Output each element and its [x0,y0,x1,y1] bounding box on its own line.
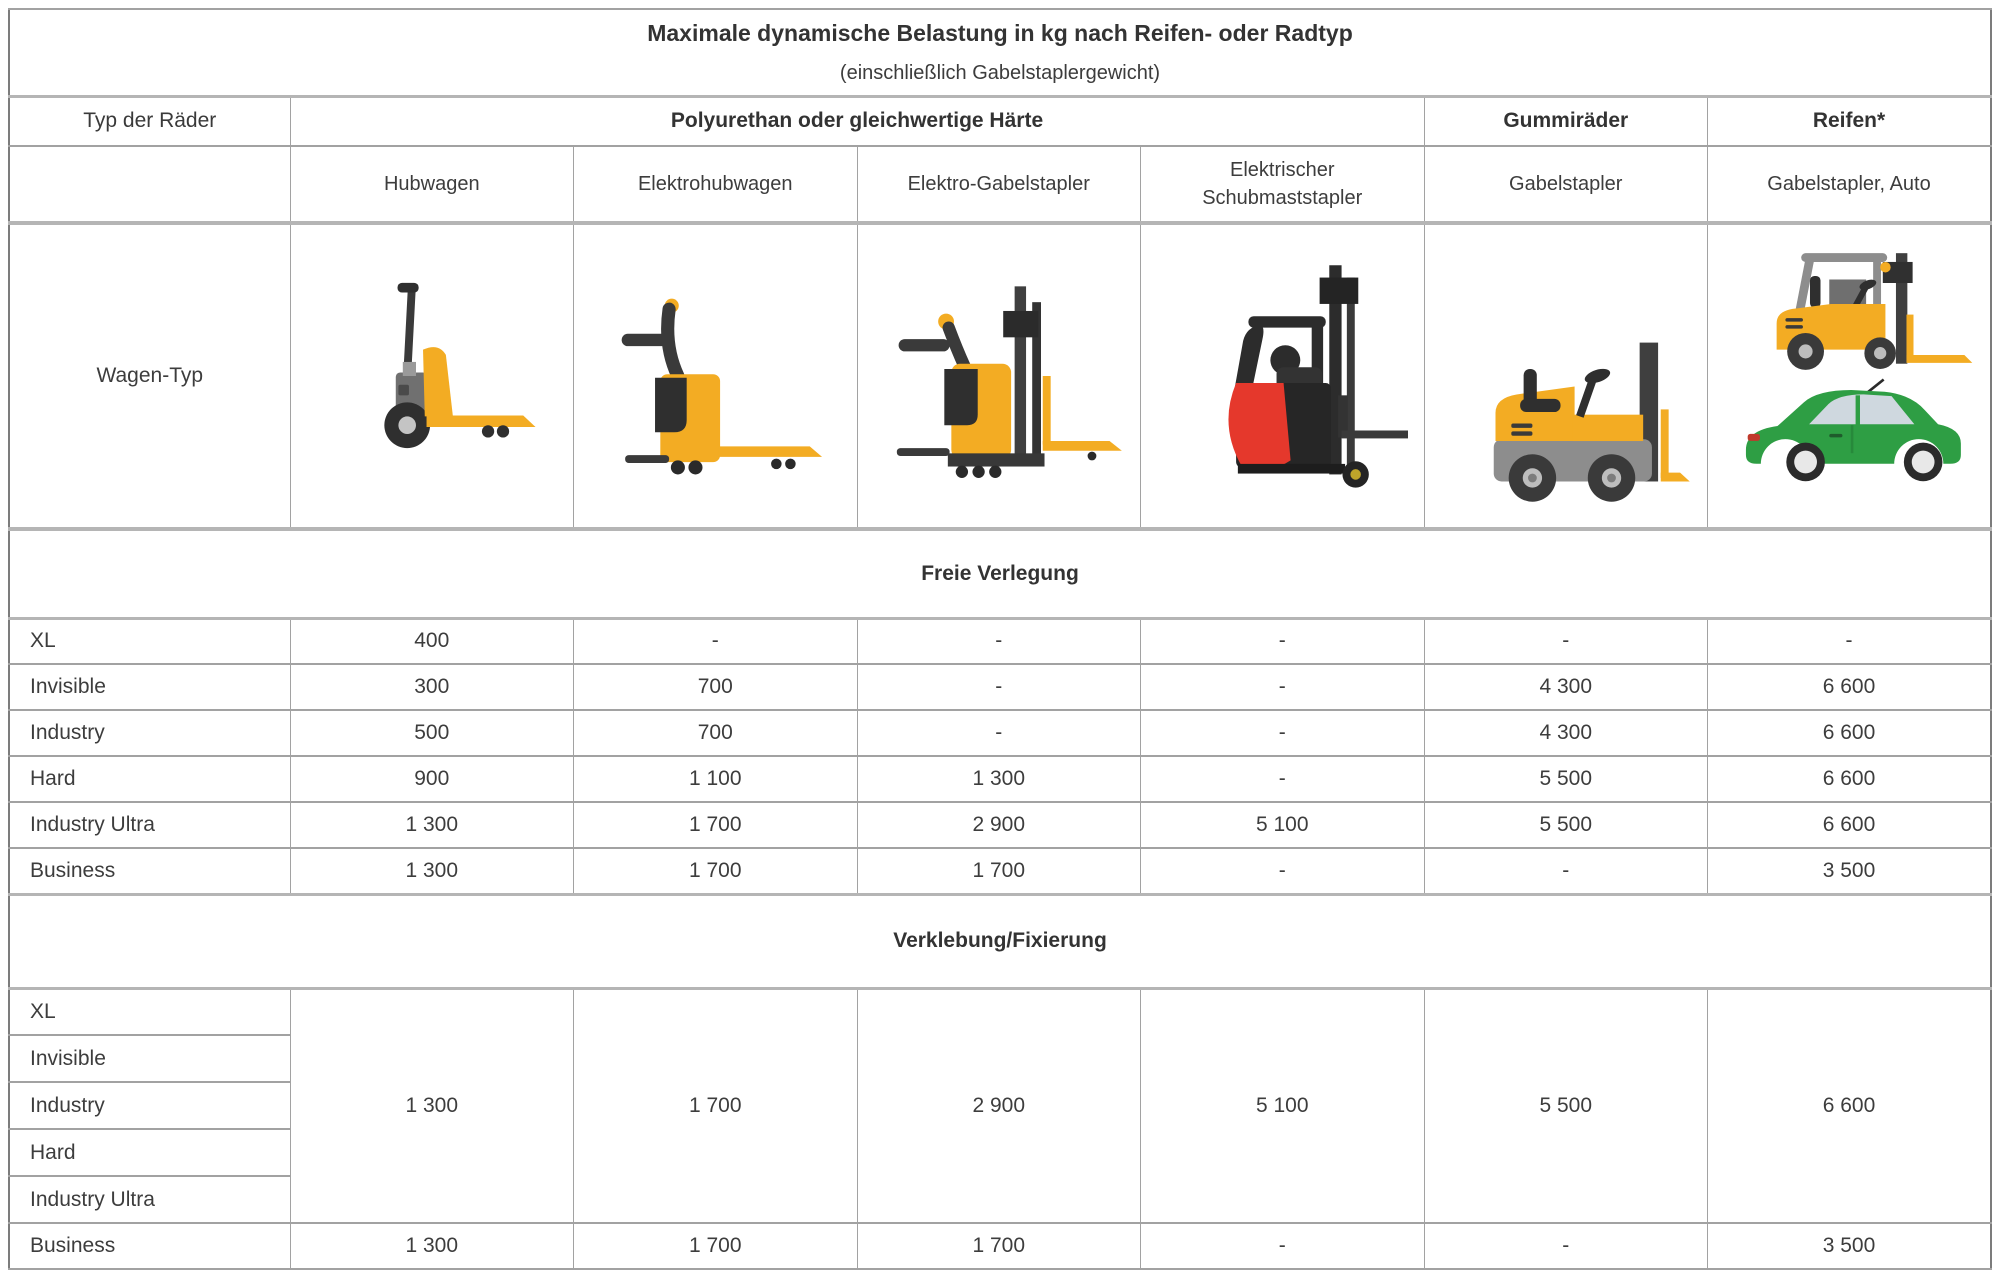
value-cell: - [1424,848,1708,894]
table-row [9,848,1991,894]
value-cell: 1 100 [574,756,858,802]
value-cell: 1 300 [290,802,574,848]
value-cell: - [857,618,1141,664]
title-row [9,9,1991,96]
value-cell: 2 900 [857,802,1141,848]
value-cell: - [1141,710,1425,756]
value-cell: 1 300 [857,756,1141,802]
rubber-wheels-header: Gummiräder [1424,96,1708,146]
value-cell: - [1141,756,1425,802]
load-capacity-table [8,8,1992,1270]
value-cell: - [1141,1223,1425,1269]
value-cell: - [1424,618,1708,664]
wagen-typ-label: Wagen-Typ [9,223,290,529]
section-header-freie-verlegung: Freie Verlegung [9,529,1991,618]
table-row [9,664,1991,710]
vehicle-image-cell [857,223,1141,529]
merged-value-cell: 6 600 [1708,988,1992,1223]
value-cell: 5 500 [1424,802,1708,848]
row-label: Industry Ultra [9,802,290,848]
value-cell: 5 500 [1424,756,1708,802]
value-cell: 3 500 [1708,848,1992,894]
reach-truck-icon [1157,232,1408,520]
row-label: Hard [9,1129,290,1176]
row-label: Industry [9,710,290,756]
vehicle-column-header: Elektrischer Schubmaststapler [1141,146,1425,223]
table-row [9,618,1991,664]
value-cell: - [1424,1223,1708,1269]
table-row [9,988,1991,1035]
value-cell: 1 700 [574,1223,858,1269]
electric-stacker-icon [874,232,1125,520]
vehicle-column-header: Gabelstapler, Auto [1708,146,1992,223]
value-cell: 6 600 [1708,802,1992,848]
value-cell: - [1141,848,1425,894]
merged-value-cell: 5 100 [1141,988,1425,1223]
value-cell: 300 [290,664,574,710]
row-label: Industry [9,1082,290,1129]
forklift-and-car-icon [1724,232,1974,520]
value-cell: 3 500 [1708,1223,1992,1269]
value-cell: 6 600 [1708,756,1992,802]
row-label: XL [9,618,290,664]
table-subtitle: (einschließlich Gabelstaplergewicht) [839,61,1161,84]
value-cell: 700 [574,710,858,756]
value-cell: 4 300 [1424,664,1708,710]
vehicle-column-header: Elektrohubwagen [574,146,858,223]
value-cell: 1 300 [290,848,574,894]
value-cell: - [857,664,1141,710]
vehicle-name-row [9,146,1991,223]
row-label: XL [9,988,290,1035]
value-cell: 900 [290,756,574,802]
value-cell: 1 700 [574,848,858,894]
value-cell: 500 [290,710,574,756]
pallet-truck-icon [307,232,558,520]
vehicle-image-cell [574,223,858,529]
value-cell: 400 [290,618,574,664]
value-cell: - [1708,618,1992,664]
value-cell: - [1141,664,1425,710]
value-cell: 6 600 [1708,664,1992,710]
vehicle-column-header: Elektro-Gabelstapler [857,146,1141,223]
row-label: Hard [9,756,290,802]
vehicle-image-row [9,223,1991,529]
vehicle-image-cell [1708,223,1992,529]
forklift-icon [1441,232,1692,520]
section-header-row [9,529,1991,618]
merged-value-cell: 5 500 [1424,988,1708,1223]
value-cell: 4 300 [1424,710,1708,756]
table-title: Maximale dynamische Belastung in kg nach Reifen- oder Radtyp [647,19,1353,46]
table-row [9,1223,1991,1269]
wheel-type-header: Typ der Räder [9,96,290,146]
value-cell: 1 700 [857,848,1141,894]
title-cell [9,9,1991,96]
row-label: Invisible [9,1035,290,1082]
section-header-row [9,894,1991,988]
value-cell: - [1141,618,1425,664]
value-cell: 1 700 [574,802,858,848]
row-label: Business [9,848,290,894]
merged-value-cell: 1 300 [290,988,574,1223]
merged-value-cell: 1 700 [574,988,858,1223]
row-label: Invisible [9,664,290,710]
value-cell: 1 300 [290,1223,574,1269]
vehicle-image-cell [1424,223,1708,529]
electric-pallet-truck-icon [590,232,841,520]
vehicle-column-header: Gabelstapler [1424,146,1708,223]
empty-cell [9,146,290,223]
value-cell: 1 700 [857,1223,1141,1269]
merged-value-cell: 2 900 [857,988,1141,1223]
table-row [9,802,1991,848]
tires-header: Reifen* [1708,96,1992,146]
section-header-verklebung-fixierung: Verklebung/Fixierung [9,894,1991,988]
wheel-type-header-row [9,96,1991,146]
table-row [9,756,1991,802]
value-cell: - [857,710,1141,756]
vehicle-column-header: Hubwagen [290,146,574,223]
value-cell: 5 100 [1141,802,1425,848]
row-label: Industry Ultra [9,1176,290,1223]
table-row [9,710,1991,756]
polyurethane-header: Polyurethan oder gleichwertige Härte [290,96,1424,146]
vehicle-image-cell [290,223,574,529]
vehicle-image-cell [1141,223,1425,529]
value-cell: 700 [574,664,858,710]
value-cell: - [574,618,858,664]
value-cell: 6 600 [1708,710,1992,756]
row-label: Business [9,1223,290,1269]
